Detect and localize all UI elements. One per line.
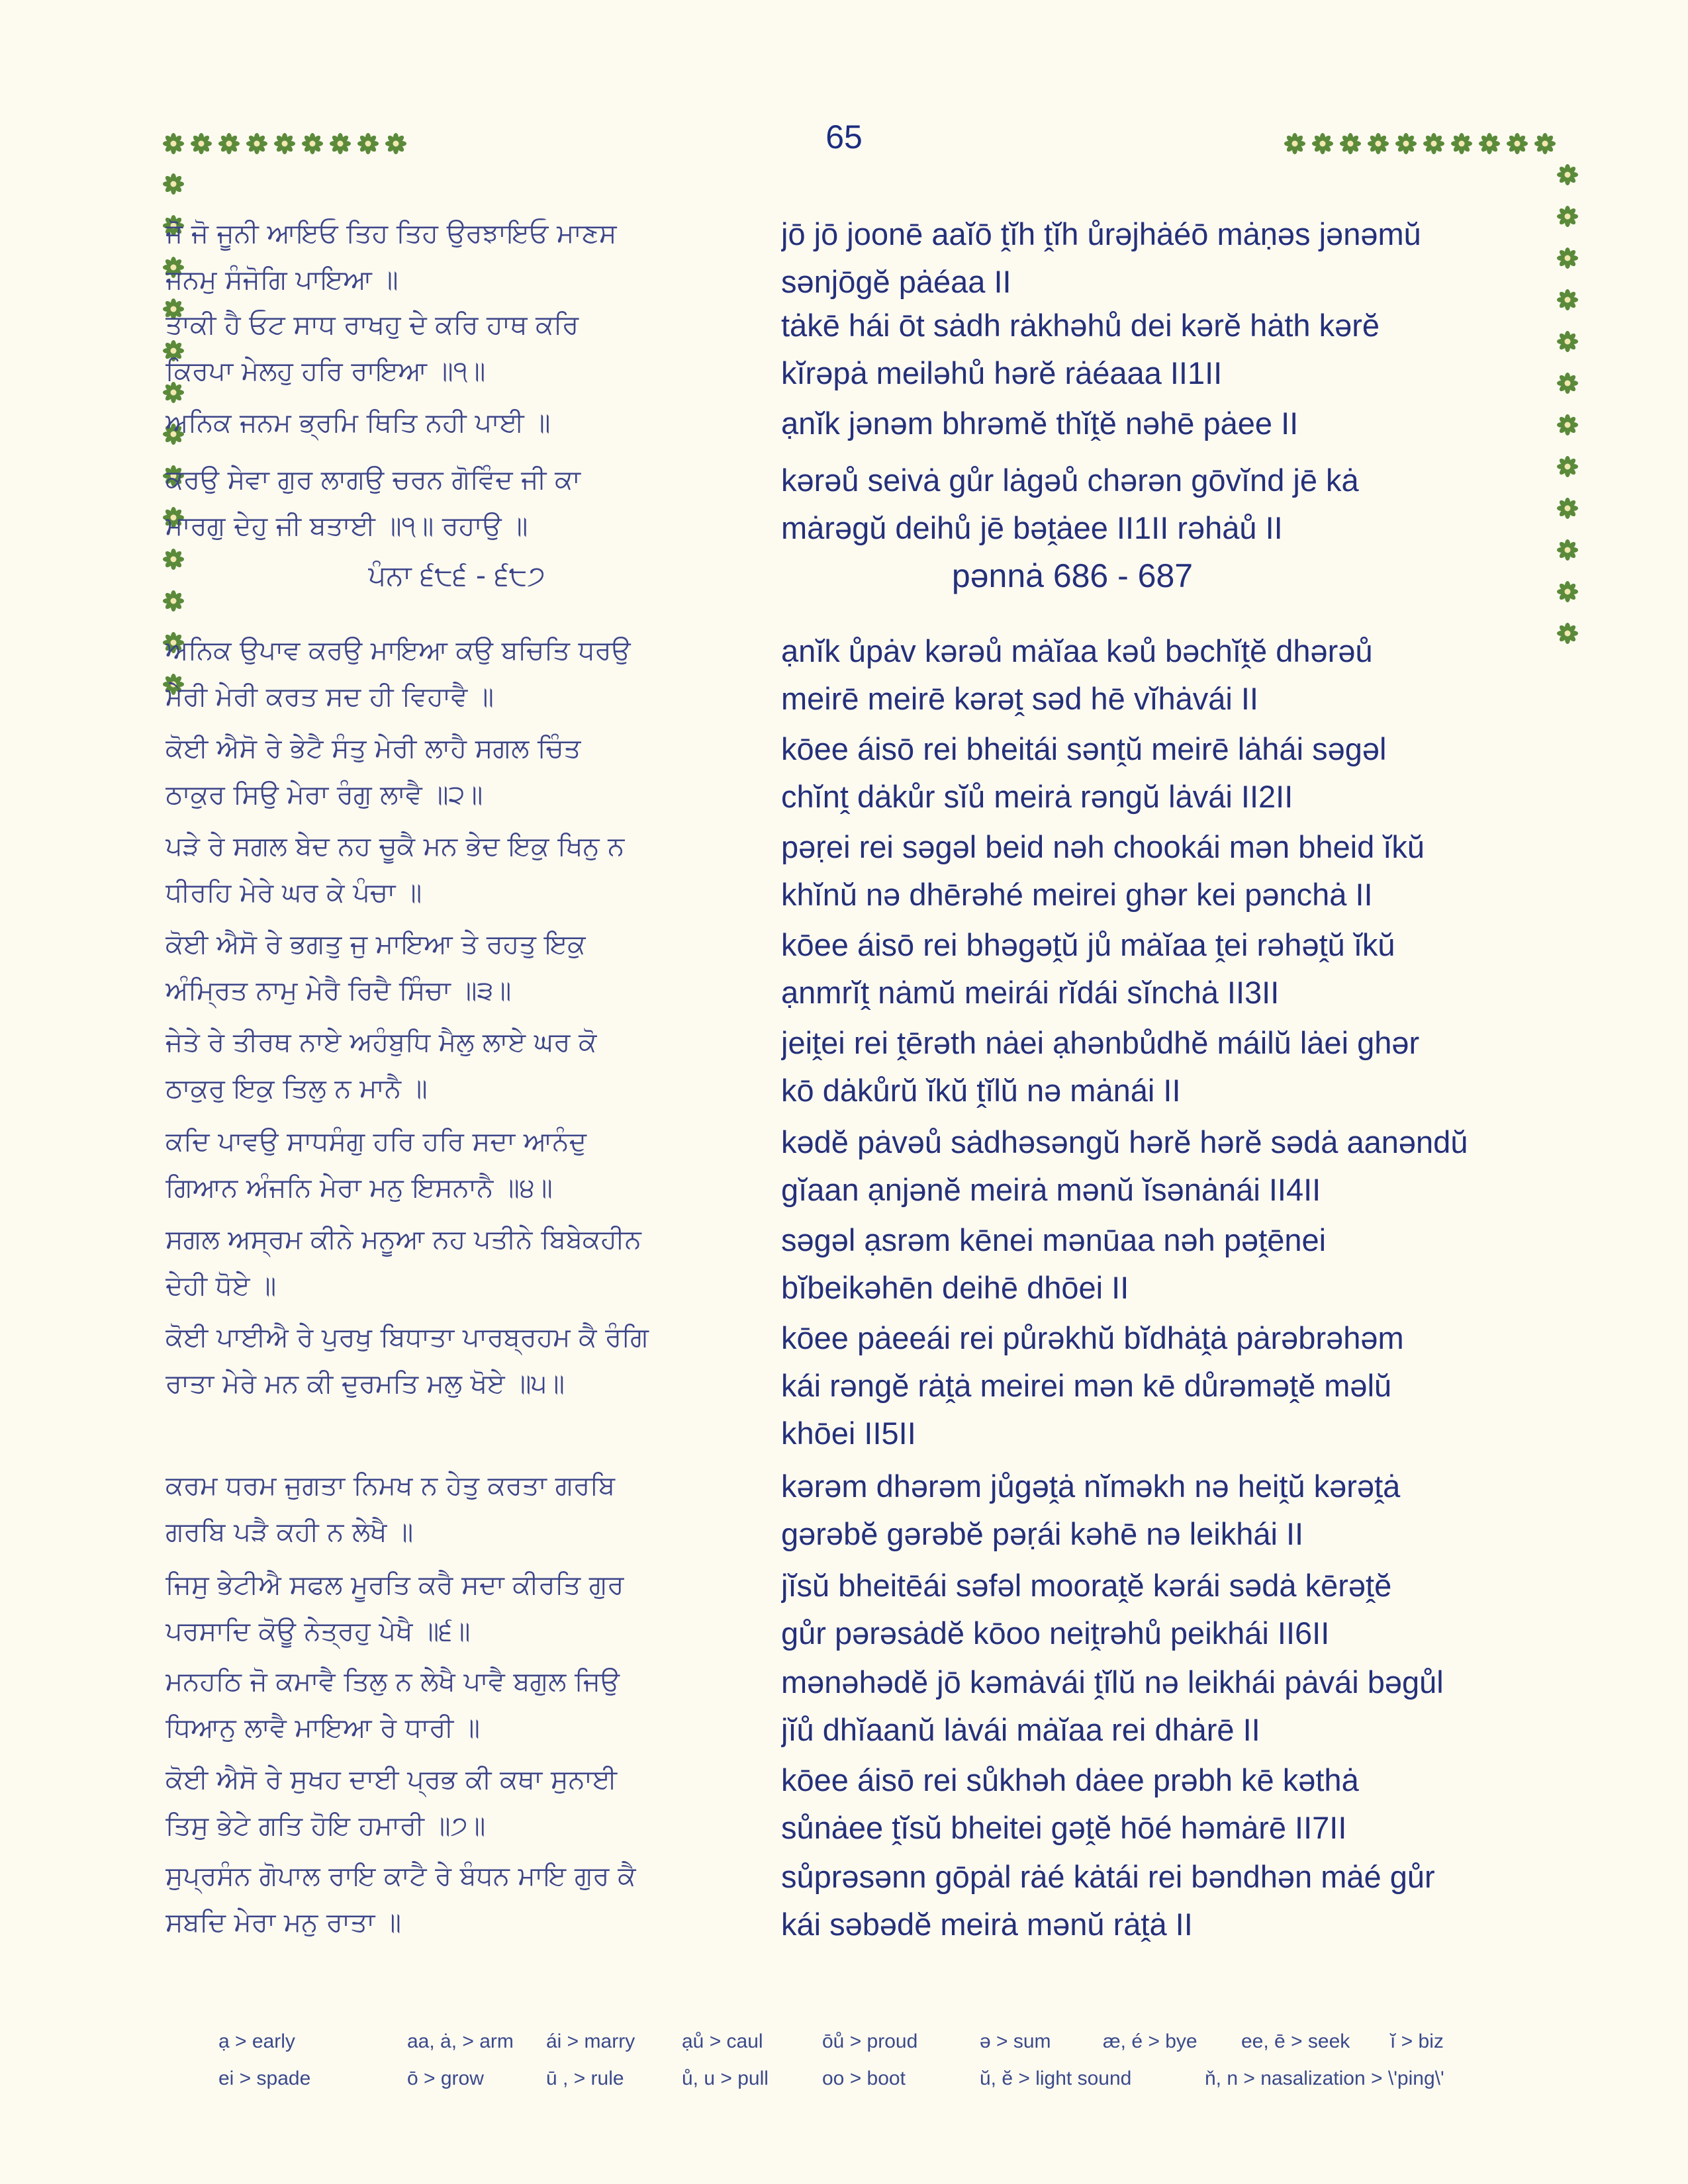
transliteration-line: jĭsŭ bheitēái səfəl mooraṱĕ kərái sədȧ kērəṱĕ xyxy=(781,1568,1392,1603)
gurmukhi-line: ਸਗਲ ਅਸ੍ਰਮ ਕੀਨੇ ਮਨੂਆ ਨਹ ਪਤੀਨੇ ਬਿਬੇਕਹੀਨ xyxy=(165,1224,641,1255)
flower-icon xyxy=(1479,133,1500,154)
legend-row-2 xyxy=(218,2068,1509,2105)
gurmukhi-line: ਅਨਿਕ ਉਪਾਵ ਕਰਉ ਮਾਇਆ ਕਉ ਬਚਿਤਿ ਧਰਉ xyxy=(165,635,631,666)
legend-item: ái > marry xyxy=(546,2030,635,2052)
flower-icon xyxy=(1340,133,1361,154)
transliteration-line: ạnĭk jənəm bhrəmĕ thĭṱĕ nəhē pȧee II xyxy=(781,406,1299,441)
flower-icon xyxy=(1395,133,1417,154)
flower-icon xyxy=(274,133,295,154)
flower-icon xyxy=(1557,498,1578,519)
transliteration-line: gůr pərəsȧdĕ kōoo neiṱrəhů peikhái II6II xyxy=(781,1615,1330,1651)
transliteration-line: ạnĭk ůpȧv kərəů mȧĭaa kəů bəchĭṱĕ dhərəů xyxy=(781,633,1373,668)
transliteration-line: jeiṱei rei ṱērəth nȧei ạhənbůdhĕ máilŭ lȧei ghər xyxy=(781,1025,1420,1060)
legend-item: ōů > proud xyxy=(822,2030,918,2052)
pronunciation-legend xyxy=(218,2030,1509,2105)
transliteration-line: sənjōgĕ pȧéaa II xyxy=(781,264,1011,299)
gurmukhi-line: ਰਾਤਾ ਮੇਰੇ ਮਨ ਕੀ ਦੁਰਮਤਿ ਮਲੁ ਖੋਏ ॥੫॥ xyxy=(165,1369,565,1399)
legend-item: æ, é > bye xyxy=(1103,2030,1197,2052)
transliteration-line: səgəl ạsrəm kēnei mənūaa nəh pəṱēnei xyxy=(781,1222,1327,1257)
gurmukhi-line: ਧੀਰਹਿ ਮੇਰੇ ਘਰ ਕੇ ਪੰਚਾ ॥ xyxy=(165,878,422,908)
gurmukhi-line: ਜੇਤੇ ਰੇ ਤੀਰਥ ਨਾਏ ਅਹੰਬੁਧਿ ਮੈਲੁ ਲਾਏ ਘਰ ਕੋ xyxy=(165,1027,597,1058)
gurmukhi-line: ਅਨਿਕ ਜਨਮ ਭ੍ਰਮਿ ਥਿਤਿ ਨਹੀ ਪਾਈ ॥ xyxy=(165,408,551,438)
transliteration-line: ạnmrĭṱ nȧmŭ meirái rĭdái sĭnchȧ II3II xyxy=(781,975,1280,1010)
flower-icon xyxy=(385,133,406,154)
panna-transliteration: pənnȧ 686 - 687 xyxy=(951,557,1194,594)
transliteration-line: mənəhədĕ jō kəmȧvái ṱĭlŭ nə leikhái pȧvái bəgůl xyxy=(781,1664,1444,1700)
transliteration-line: kōee áisō rei bhəgəṱŭ jů mȧĭaa ṱei rəhəṱŭ ĭkŭ xyxy=(781,927,1395,962)
flower-icon xyxy=(1557,456,1578,477)
transliteration-line: kōee pȧeeái rei půrəkhŭ bĭdhȧṱȧ pȧrəbrəhəm xyxy=(781,1320,1404,1355)
transliteration-line: jō jō joonē aaĭō ṱĭh ṱĭh ůrəjhȧéō mȧṇəs jənəmŭ xyxy=(781,216,1421,251)
transliteration-line: chĭnṱ dȧkůr sĭů meirȧ rəngŭ lȧvái II2II xyxy=(781,779,1293,814)
gurmukhi-line: ਗਰਬਿ ਪੜੈ ਕਹੀ ਨ ਲੇਖੈ ॥ xyxy=(165,1517,414,1547)
flower-icon xyxy=(1557,373,1578,394)
legend-item: ei > spade xyxy=(218,2068,311,2089)
legend-item: oo > boot xyxy=(822,2068,906,2089)
gurmukhi-line: ਮੇਰੀ ਮੇਰੀ ਕਰਤ ਸਦ ਹੀ ਵਿਹਾਵੈ ॥ xyxy=(165,682,494,712)
flower-icon xyxy=(1557,331,1578,352)
gurmukhi-line: ਅੰਮ੍ਰਿਤ ਨਾਮੁ ਮੇਰੈ ਰਿਦੈ ਸਿੰਚਾ ॥੩॥ xyxy=(165,976,512,1006)
gurmukhi-line: ਕਦਿ ਪਾਵਉ ਸਾਧਸੰਗੁ ਹਰਿ ਹਰਿ ਸਦਾ ਆਨੰਦੁ xyxy=(165,1126,586,1157)
legend-item: aa, ȧ, > arm xyxy=(407,2030,514,2052)
legend-item: ů, u > pull xyxy=(682,2068,769,2089)
gurmukhi-line: ਧਿਆਨੁ ਲਾਵੈ ਮਾਇਆ ਰੇ ਧਾਰੀ ॥ xyxy=(165,1713,480,1743)
flower-icon xyxy=(1284,133,1305,154)
gurmukhi-line: ਤਿਸੁ ਭੇਟੇ ਗਤਿ ਹੋਇ ਹਮਾਰੀ ॥੭॥ xyxy=(165,1811,486,1841)
transliteration-line: sůprəsənn gōpȧl rȧé kȧtái rei bəndhən mȧé gůr xyxy=(781,1859,1435,1894)
flower-icon xyxy=(1557,289,1578,310)
gurmukhi-line: ਜੋ ਜੋ ਜੂਨੀ ਆਇਓ ਤਿਹ ਤਿਹ ਉਰਝਾਇਓ ਮਾਣਸ xyxy=(165,218,617,249)
transliteration-line: mȧrəgŭ deihů jē bəṱȧee II1II rəhȧů II xyxy=(781,510,1283,545)
gurmukhi-line: ਠਾਕੁਰ ਸਿਉ ਮੇਰਾ ਰੰਗੁ ਲਾਵੈ ॥੨॥ xyxy=(165,780,483,810)
transliteration-line: kō dȧkůrŭ ĭkŭ ṱĭlŭ nə mȧnái II xyxy=(781,1073,1181,1108)
legend-item: ō > grow xyxy=(407,2068,484,2089)
gurmukhi-line: ਤਾਕੀ ਹੈ ਓਟ ਸਾਧ ਰਾਖਹੁ ਦੇ ਕਰਿ ਹਾਥ ਕਰਿ xyxy=(165,310,579,340)
gurmukhi-line: ਮਾਰਗੁ ਦੇਹੁ ਜੀ ਬਤਾਈ ॥੧॥ ਰਹਾਉ ॥ xyxy=(165,511,528,541)
transliteration-line: kái səbədĕ meirȧ mənŭ rȧṱȧ II xyxy=(781,1907,1193,1942)
flower-icon xyxy=(330,133,351,154)
gurmukhi-line: ਪੜੇ ਰੇ ਸਗਲ ਬੇਦ ਨਹ ਚੂਕੈ ਮਨ ਭੇਦ ਇਕੁ ਖਿਨੁ ਨ xyxy=(165,831,625,862)
flower-icon xyxy=(1557,414,1578,435)
flower-icon xyxy=(1557,623,1578,644)
flower-icon xyxy=(163,173,184,195)
gurmukhi-line: ਕੋਈ ਐਸੋ ਰੇ ਭਗਤੁ ਜੁ ਮਾਇਆ ਤੇ ਰਹਤੁ ਇਕੁ xyxy=(165,929,586,960)
flower-icon xyxy=(163,133,184,154)
flower-icon xyxy=(1534,133,1556,154)
transliteration-line: pəṛei rei səgəl beid nəh chookái mən bheid ĭkŭ xyxy=(781,829,1425,864)
flower-icon xyxy=(246,133,267,154)
legend-item: ee, ē > seek xyxy=(1241,2030,1350,2052)
legend-item: ĭ > biz xyxy=(1390,2030,1444,2052)
transliteration-line: khōei II5II xyxy=(781,1416,916,1451)
transliteration-line: kōee áisō rei bheitái sənṱŭ meirē lȧhái səgəl xyxy=(781,731,1387,766)
transliteration-line: meirē meirē kərəṱ səd hē vĭhȧvái II xyxy=(781,681,1258,716)
page-number: 65 xyxy=(825,118,863,156)
transliteration-line: kĭrəpȧ meiləhů hərĕ rȧéaaa II1II xyxy=(781,355,1223,390)
transliteration-line: kōee áisō rei sůkhəh dȧee prəbh kē kəthȧ xyxy=(781,1762,1359,1797)
flower-icon xyxy=(1557,539,1578,561)
flower-icon xyxy=(1557,581,1578,602)
transliteration-line: kədĕ pȧvəů sȧdhəsəngŭ hərĕ hərĕ sədȧ aanəndŭ xyxy=(781,1124,1468,1160)
flower-icon xyxy=(1557,206,1578,227)
legend-item: ə > sum xyxy=(980,2030,1051,2052)
legend-item: ŭ, ĕ > light sound xyxy=(980,2068,1132,2089)
flower-icon xyxy=(1423,133,1444,154)
gurmukhi-line: ਗਿਆਨ ਅੰਜਨਿ ਮੇਰਾ ਮਨੁ ਇਸਨਾਨੈ ॥੪॥ xyxy=(165,1173,553,1203)
transliteration-line: khĭnŭ nə dhērəhé meirei ghər kei pənchȧ II xyxy=(781,877,1373,912)
transliteration-line: tȧkē hái ōt sȧdh rȧkhəhů dei kərĕ hȧth kərĕ xyxy=(781,308,1380,343)
transliteration-line: gĭaan ạnjənĕ meirȧ mənŭ ĭsənȧnái II4II xyxy=(781,1172,1321,1207)
gurmukhi-line: ਦੇਹੀ ਧੋਏ ॥ xyxy=(165,1271,277,1301)
gurmukhi-line: ਜਨਮੁ ਸੰਜੋਗਿ ਪਾਇਆ ॥ xyxy=(165,265,399,295)
gurmukhi-line: ਕੋਈ ਐਸੋ ਰੇ ਸੁਖਹ ਦਾਈ ਪ੍ਰਭ ਕੀ ਕਥਾ ਸੁਨਾਈ xyxy=(165,1764,618,1795)
legend-item: ū , > rule xyxy=(546,2068,624,2089)
gurmukhi-line: ਸਬਦਿ ਮੇਰਾ ਮਨੁ ਰਾਤਾ ॥ xyxy=(165,1907,401,1938)
transliteration-line: bĭbeikəhēn deihē dhōei II xyxy=(781,1270,1129,1305)
flower-icon xyxy=(1557,164,1578,185)
flower-icon xyxy=(1451,133,1472,154)
transliteration-line: gərəbĕ gərəbĕ pəṛái kəhē nə leikhái II xyxy=(781,1516,1304,1551)
gurmukhi-line: ਕਰਉ ਸੇਵਾ ਗੁਰ ਲਾਗਉ ਚਰਨ ਗੋਵਿੰਦ ਜੀ ਕਾ xyxy=(165,465,581,495)
flower-icon xyxy=(218,133,240,154)
flower-icon xyxy=(1557,248,1578,269)
gurmukhi-line: ਸੁਪ੍ਰਸੰਨ ਗੋਪਾਲ ਰਾਇ ਕਾਟੈ ਰੇ ਬੰਧਨ ਮਾਇ ਗੁਰ ਕੈ xyxy=(165,1861,636,1891)
flower-icon xyxy=(1312,133,1333,154)
gurmukhi-line: ਠਾਕੁਰੁ ਇਕੁ ਤਿਲੁ ਨ ਮਾਨੈ ॥ xyxy=(165,1073,428,1104)
transliteration-line: kái rəngĕ rȧṱȧ meirei mən kē důrəməṱĕ məlŭ xyxy=(781,1368,1392,1403)
legend-row-1 xyxy=(218,2030,1509,2068)
gurmukhi-line: ਕਿਰਪਾ ਮੇਲਹੁ ਹਰਿ ਰਾਇਆ ॥੧॥ xyxy=(165,356,486,387)
gurmukhi-line: ਕਰਮ ਧਰਮ ਜੁਗਤਾ ਨਿਮਖ ਨ ਹੇਤੁ ਕਰਤਾ ਗਰਬਿ xyxy=(165,1471,616,1501)
transliteration-line: kərəm dhərəm jůgəṱȧ nĭməkh nə heiṱŭ kərəṱȧ xyxy=(781,1469,1401,1504)
panna-gurmukhi: ਪੰਨਾ ੬੮੬ - ੬੮੭ xyxy=(368,559,545,592)
flower-icon xyxy=(1507,133,1528,154)
gurmukhi-line: ਕੋਈ ਪਾਈਐ ਰੇ ਪੁਰਖੁ ਬਿਧਾਤਾ ਪਾਰਬ੍ਰਹਮ ਕੈ ਰੰਗਿ xyxy=(165,1322,649,1353)
legend-item: ạ > early xyxy=(218,2030,295,2052)
gurmukhi-line: ਮਨਹਠਿ ਜੋ ਕਮਾਵੈ ਤਿਲੁ ਨ ਲੇਖੈ ਪਾਵੈ ਬਗੁਲ ਜਿਉ xyxy=(165,1666,620,1697)
legend-item: ạů > caul xyxy=(682,2030,763,2052)
flower-icon xyxy=(357,133,379,154)
transliteration-line: jĭů dhĭaanŭ lȧvái mȧĭaa rei dhȧrē II xyxy=(781,1712,1260,1747)
flower-icon xyxy=(302,133,323,154)
legend-item: ň, n > nasalization > \'ping\' xyxy=(1205,2068,1444,2089)
gurmukhi-line: ਪਰਸਾਦਿ ਕੋਊ ਨੇਤ੍ਰਹੁ ਪੇਖੈ ॥੬॥ xyxy=(165,1616,471,1647)
flower-icon xyxy=(191,133,212,154)
transliteration-line: kərəů seivȧ gůr lȧgəů chərən gōvĭnd jē kȧ xyxy=(781,463,1359,498)
transliteration-line: sůnȧee ṱĭsŭ bheitei gəṱĕ hōé həmȧrē II7II xyxy=(781,1810,1347,1845)
gurmukhi-line: ਕੋਈ ਐਸੋ ਰੇ ਭੇਟੈ ਸੰਤੁ ਮੇਰੀ ਲਾਹੈ ਸਗਲ ਚਿੰਤ xyxy=(165,733,581,764)
flower-icon xyxy=(1368,133,1389,154)
gurmukhi-line: ਜਿਸੁ ਭੇਟੀਐ ਸਫਲ ਮੂਰਤਿ ਕਰੈ ਸਦਾ ਕੀਰਤਿ ਗੁਰ xyxy=(165,1570,624,1600)
